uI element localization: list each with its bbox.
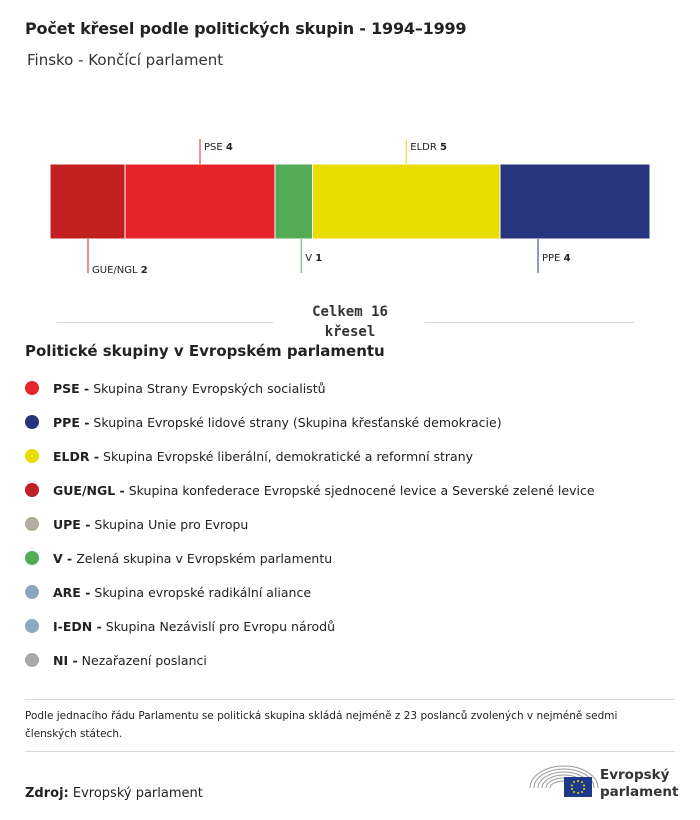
chart-title: Počet křesel podle politických skupin - 1994–1999 bbox=[25, 19, 467, 38]
legend-desc: Skupina Strany Evropských socialistů bbox=[93, 380, 326, 396]
legend-dot-icon bbox=[25, 483, 39, 497]
legend-abbr: PPE - bbox=[53, 414, 90, 430]
legend-item bbox=[25, 473, 595, 507]
data-label-value: 2 bbox=[140, 265, 148, 276]
total-seats-label: Celkem 16 bbox=[312, 304, 388, 320]
legend-item bbox=[25, 371, 595, 405]
bar-segment-eldr bbox=[313, 164, 501, 239]
legend-abbr: PSE - bbox=[53, 380, 90, 396]
legend-item bbox=[25, 643, 595, 677]
legend-abbr: ARE - bbox=[53, 584, 91, 600]
data-label-v bbox=[305, 253, 322, 264]
total-divider-right bbox=[418, 322, 634, 323]
legend-abbr: UPE - bbox=[53, 516, 91, 532]
legend-dot-icon bbox=[25, 517, 39, 531]
legend-desc: Skupina konfederace Evropské sjednocené levice a Severské zelené levice bbox=[128, 482, 595, 498]
legend-abbr: GUE/NGL - bbox=[53, 482, 125, 498]
data-label-category: PSE bbox=[204, 142, 226, 153]
legend-dot-icon bbox=[25, 585, 39, 599]
legend-item bbox=[25, 541, 595, 575]
legend-desc: Nezařazení poslanci bbox=[81, 652, 207, 668]
legend-desc: Zelená skupina v Evropském parlamentu bbox=[76, 550, 333, 566]
data-label-gue-ngl bbox=[92, 265, 148, 276]
legend-desc: Skupina Unie pro Evropu bbox=[94, 516, 249, 532]
data-label-category: PPE bbox=[542, 253, 564, 264]
legend-dot-icon bbox=[25, 449, 39, 463]
legend-dot-icon bbox=[25, 415, 39, 429]
total-divider-left bbox=[57, 322, 273, 323]
total-seats bbox=[275, 302, 425, 342]
legend-desc: Skupina Nezávislí pro Evropu národů bbox=[105, 618, 336, 634]
legend-item bbox=[25, 439, 595, 473]
note-divider-bottom bbox=[25, 751, 675, 752]
legend-abbr: I-EDN - bbox=[53, 618, 102, 634]
legend-item bbox=[25, 575, 595, 609]
note-divider-top bbox=[25, 699, 675, 700]
legend-dot-icon bbox=[25, 551, 39, 565]
data-label-value: 4 bbox=[225, 142, 233, 153]
logo-line-2: parlament bbox=[600, 784, 679, 800]
bar-segment-v bbox=[275, 164, 313, 239]
bar-segment-gue-ngl bbox=[50, 164, 125, 239]
logo-text bbox=[600, 767, 678, 801]
legend-dot-icon bbox=[25, 653, 39, 667]
bar-segment-ppe bbox=[500, 164, 650, 239]
stacked-bar-chart bbox=[0, 120, 700, 290]
data-label-category: ELDR bbox=[410, 142, 440, 153]
legend bbox=[25, 371, 595, 677]
data-label-eldr bbox=[410, 142, 447, 153]
legend-desc: Skupina Evropské lidové strany (Skupina křesťanské demokracie) bbox=[93, 414, 502, 430]
data-label-value: 1 bbox=[315, 253, 323, 264]
legend-abbr: ELDR - bbox=[53, 448, 100, 464]
logo-line-1: Evropský bbox=[600, 767, 670, 783]
legend-item bbox=[25, 405, 595, 439]
legend-title: Politické skupiny v Evropském parlamentu bbox=[25, 342, 385, 360]
total-seats-unit: křesel bbox=[324, 324, 376, 340]
legend-desc: Skupina Evropské liberální, demokratické a reformní strany bbox=[103, 448, 474, 464]
source bbox=[25, 786, 203, 801]
source-value: Evropský parlament bbox=[72, 786, 203, 801]
data-label-category: GUE/NGL bbox=[92, 265, 141, 276]
legend-desc: Skupina evropské radikální aliance bbox=[94, 584, 312, 600]
legend-dot-icon bbox=[25, 619, 39, 633]
data-label-pse bbox=[204, 142, 233, 153]
footnote: Podle jednacího řádu Parlamentu se politická skupina skládá nejméně z 23 poslanců zvolených v nejméně sedmi členských státech. bbox=[25, 710, 618, 740]
data-label-value: 4 bbox=[563, 253, 571, 264]
legend-dot-icon bbox=[25, 381, 39, 395]
data-label-category: V bbox=[305, 253, 316, 264]
chart-subtitle: Finsko - Končící parlament bbox=[27, 51, 224, 69]
legend-abbr: NI - bbox=[53, 652, 78, 668]
data-label-value: 5 bbox=[439, 142, 447, 153]
bar-segment-pse bbox=[125, 164, 275, 239]
legend-abbr: V - bbox=[53, 550, 73, 566]
data-label-ppe bbox=[542, 253, 571, 264]
source-label: Zdroj: bbox=[25, 786, 69, 801]
legend-item bbox=[25, 609, 595, 643]
legend-item bbox=[25, 507, 595, 541]
